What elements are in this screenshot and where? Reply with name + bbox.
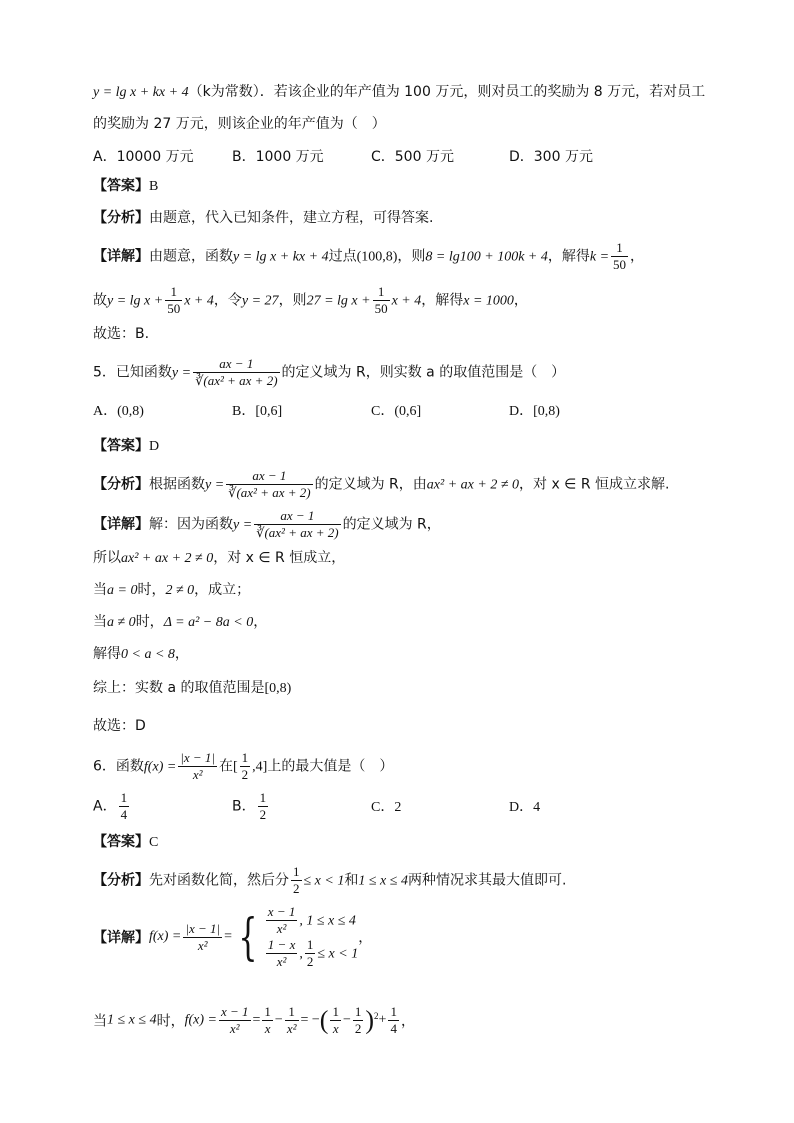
q5-stem [93, 356, 565, 389]
denominator: 50 [374, 301, 388, 316]
answer-value: B [149, 179, 159, 194]
q4-stem-line-1 [93, 82, 705, 103]
answer-value: D [149, 439, 160, 454]
formula: a ≠ 0 [107, 615, 136, 630]
detail-tag: 【详解】 [93, 930, 149, 946]
formula: Δ = a² − 8a < 0 [163, 615, 254, 630]
q5-analysis [93, 468, 669, 501]
text: 在 [219, 758, 233, 775]
fraction [258, 790, 269, 823]
q5-option-a[interactable]: A．(0,8) [93, 404, 144, 419]
detail-tag: 【详解】 [93, 516, 149, 533]
q6-analysis [93, 864, 566, 897]
denominator: 50 [613, 257, 627, 272]
q4-detail-line-2 [93, 284, 528, 317]
q5-detail [93, 508, 441, 541]
formula: = [252, 1012, 261, 1028]
numerator: ax − 1 [226, 468, 312, 485]
text: ，解得 [547, 248, 590, 265]
q5-line-summary [93, 678, 291, 699]
text: ，令 [213, 292, 242, 309]
numerator: 1 [373, 284, 390, 301]
fraction: $\frac{1}{\text{x²}}$ [286, 1004, 297, 1036]
analysis-tag: 【分析】 [93, 476, 149, 493]
fraction [373, 284, 390, 317]
text: 解：因为函数 [149, 516, 233, 533]
formula: 1 ≤ x ≤ 4 [358, 873, 408, 889]
text: 两种情况求其最大值即可. [407, 872, 567, 889]
option-label: A． [93, 798, 117, 815]
text: （k为常数）．若该企业的年产值为 100 万元，则对员工的奖励为 8 万元，若对员工 [188, 84, 706, 100]
text: 过点 [328, 248, 357, 265]
q4-analysis [93, 208, 433, 228]
text: 当 [93, 614, 107, 630]
analysis-tag: 【分析】 [93, 210, 149, 226]
q4-detail-line-1: 【详解】由题意，函数y = lg x + kx + 4过点(100,8)，则8 = lg100 + 100k + 4，解得k = $\frac{1}{50}$ ， [93, 240, 645, 272]
formula: x + 4 [391, 293, 422, 309]
text: 时， [156, 1013, 185, 1030]
formula: ≤ x < 1 [303, 873, 345, 889]
fraction [305, 937, 316, 970]
formula: x = 1000 [463, 293, 514, 309]
option-label: B． [232, 798, 256, 815]
text: 时， [135, 614, 164, 630]
formula: y = 27 [241, 293, 279, 309]
text: ， [358, 930, 373, 946]
formula: y = lg x + kx + 4 [93, 85, 189, 100]
bracket: ,4] [252, 759, 268, 775]
text: 的定义域为 R，则实数 a 的取值范围是（ ） [281, 364, 566, 381]
denominator: x² [192, 767, 203, 782]
formula: x + 4 [184, 293, 214, 309]
formula: (100,8) [356, 249, 398, 265]
fraction [240, 750, 251, 783]
fraction [266, 937, 298, 970]
formula: [0,8) [264, 681, 292, 696]
q5-option-d[interactable]: D．[0,8) [509, 404, 560, 419]
fraction [178, 750, 217, 783]
q6-stem [93, 750, 393, 783]
formula: 2 ≠ 0 [165, 583, 195, 598]
formula: y = [205, 477, 225, 493]
denominator: ∛(ax² + ax + 2) [256, 525, 339, 540]
denominator: 4 [120, 807, 128, 822]
numerator: 1 − x [267, 937, 296, 952]
text: ，则 [397, 248, 426, 265]
denominator: x² [276, 921, 287, 936]
fraction [119, 790, 130, 823]
left-brace: { [238, 908, 258, 966]
q6-option-b[interactable] [232, 790, 270, 823]
fraction [388, 1004, 399, 1037]
text: 先对函数化简，然后分 [149, 872, 289, 889]
denominator: 4 [390, 1021, 397, 1036]
numerator: 1 [241, 750, 249, 765]
formula: y = lg x + [107, 293, 164, 309]
numerator: |x − 1| [180, 750, 215, 765]
formula: y = lg x + kx + 4 [233, 249, 329, 265]
text: 故 [93, 292, 107, 309]
formula: a = 0 [107, 583, 138, 598]
text: ，成立； [194, 582, 251, 598]
denominator: x² [197, 937, 208, 953]
formula: 1 ≤ x ≤ 4 [107, 1012, 157, 1028]
detail-tag: 【详解】 [93, 248, 149, 265]
fraction [611, 240, 628, 273]
numerator: 1 [354, 1004, 362, 1019]
text: 当 [93, 1013, 107, 1030]
fraction [266, 904, 298, 937]
q4-answer [93, 176, 158, 197]
case-2: $\frac{1 - x}{\text{x²}}$ , $\frac{1}{2}$ ≤ x < 1 [267, 937, 359, 969]
text: ，对 x ∈ R 恒成立求解. [519, 476, 670, 493]
q5-line-so [93, 548, 345, 569]
formula: − [274, 1012, 283, 1028]
denominator: 2 [259, 807, 267, 822]
formula: f(x) = [149, 929, 182, 944]
numerator: x − 1 [267, 904, 296, 919]
text: 由题意，函数 [149, 248, 233, 265]
fraction [226, 468, 312, 501]
numerator: 1 [611, 240, 628, 257]
answer-tag: 【答案】 [93, 178, 149, 194]
fraction [183, 921, 222, 954]
denominator: 2 [354, 1021, 362, 1036]
text: ， [400, 1013, 415, 1030]
formula: y = [171, 365, 192, 381]
q6-detail: 【详解】f(x) = $\frac{|x - 1|}{\text{x²}}$ = { $\frac{x - 1}{\text{x²}}$ , 1 ≤ x ≤ 4 $\frac{1 - x}{\text{x²}}$ , $\frac{1}{2}$ ≤ x < 1 ， [93, 904, 373, 969]
q4-choice: 故选：B. [93, 326, 150, 342]
numerator: 1 [390, 1004, 397, 1019]
text: 解得 [93, 646, 121, 662]
text: ，则 [278, 292, 307, 309]
numerator: 1 [293, 864, 300, 879]
fraction [219, 1004, 251, 1037]
question-number: 5．已知函数 [93, 364, 172, 381]
answer-tag: 【答案】 [93, 834, 149, 850]
q4-option-a[interactable]: A．10000 万元 [93, 149, 194, 165]
formula: 0 < a < 8 [121, 647, 175, 662]
text: ， [174, 646, 189, 662]
text: 上的最大值是（ ） [267, 758, 394, 775]
condition: , 1 ≤ x ≤ 4 [299, 913, 356, 929]
denominator: 2 [306, 954, 314, 969]
bracket: [ [233, 759, 238, 775]
q5-option-b[interactable]: B．[0,6] [232, 404, 283, 419]
denominator: 2 [241, 767, 249, 782]
fraction [193, 356, 279, 389]
q5-option-c[interactable]: C．(0,6] [371, 404, 422, 419]
formula: ax² + ax + 2 ≠ 0 [121, 551, 214, 566]
q4-stem-line-2: 的奖励为 27 万元，则该企业的年产值为（ ） [93, 116, 386, 132]
analysis-tag: 【分析】 [93, 872, 149, 889]
numerator: x − 1 [220, 1004, 249, 1019]
formula: k = [589, 249, 610, 265]
text: 根据函数 [149, 476, 205, 493]
fraction [165, 284, 182, 317]
numerator: 1 [306, 937, 314, 952]
question-number: 6．函数 [93, 758, 144, 775]
numerator: 1 [120, 790, 128, 805]
text: ，解得 [421, 292, 464, 309]
q5-line-a-zero [93, 580, 250, 601]
text: 当 [93, 582, 107, 598]
q4-option-c[interactable]: C．500 万元 [371, 149, 454, 165]
q6-last-line: 当1 ≤ x ≤ 4时，f(x) = $\frac{x - 1}{\text{x²}}$ = $\frac{1}{x}$ − $\frac{1}{\text{x²}}$ = −( $\frac{1}{x}$ − $\frac{1}{2}$ )$^2$+ $\frac{1}{4}$ ， [93, 1004, 415, 1036]
text: ， [253, 614, 268, 630]
formula: f(x) = [184, 1012, 217, 1028]
formula: 8 = lg100 + 100k + 4 [425, 249, 548, 265]
q5-line-a-nonzero [93, 612, 267, 633]
piecewise-cases [264, 904, 358, 970]
text: 时， [137, 582, 166, 598]
denominator: ∛(ax² + ax + 2) [195, 373, 278, 388]
formula: = − [300, 1012, 320, 1028]
text: 的定义域为 R， [342, 516, 441, 533]
case-1 [264, 904, 358, 937]
text: 的定义域为 R，由 [314, 476, 427, 493]
q4-option-b[interactable]: B．1000 万元 [232, 149, 324, 165]
q6-option-a[interactable] [93, 790, 131, 823]
denominator: ∛(ax² + ax + 2) [228, 485, 311, 500]
denominator: x² [276, 954, 287, 969]
denominator: x² [229, 1021, 240, 1036]
numerator: ax − 1 [193, 356, 279, 373]
fraction [353, 1004, 364, 1037]
fraction: $\frac{1}{x}$ [332, 1004, 339, 1036]
denominator: 2 [293, 881, 300, 896]
text: 所以 [93, 550, 121, 566]
formula: y = [233, 517, 253, 533]
denominator: 50 [167, 301, 181, 316]
q6-option-d[interactable]: D．4 [509, 800, 541, 815]
q5-line-solve [93, 644, 189, 665]
analysis-text: 由题意，代入已知条件，建立方程，可得答案. [149, 210, 434, 226]
numerator: 1 [165, 284, 182, 301]
q5-answer [93, 436, 159, 457]
text: 和 [344, 872, 359, 889]
text: ，对 x ∈ R 恒成立， [213, 550, 346, 566]
text: ， [513, 292, 528, 309]
numerator: 1 [259, 790, 267, 805]
q4-option-d[interactable]: D．300 万元 [509, 149, 593, 165]
fraction [291, 864, 302, 897]
answer-value: C [149, 835, 159, 850]
formula: ax² + ax + 2 ≠ 0 [426, 477, 519, 493]
q5-choice: 故选：D [93, 718, 146, 734]
fraction [254, 508, 340, 541]
numerator: ax − 1 [254, 508, 340, 525]
formula: + [378, 1012, 387, 1028]
formula: 27 = lg x + [306, 293, 371, 309]
numerator: |x − 1| [185, 920, 221, 936]
fraction: $\frac{1}{x}$ [264, 1004, 271, 1036]
answer-tag: 【答案】 [93, 438, 149, 454]
condition: ≤ x < 1 [317, 946, 359, 962]
q6-answer [93, 832, 158, 853]
q6-option-c[interactable]: C．2 [371, 800, 402, 815]
formula: f(x) = [143, 759, 177, 775]
text: 综上：实数 a 的取值范围是 [93, 680, 265, 696]
